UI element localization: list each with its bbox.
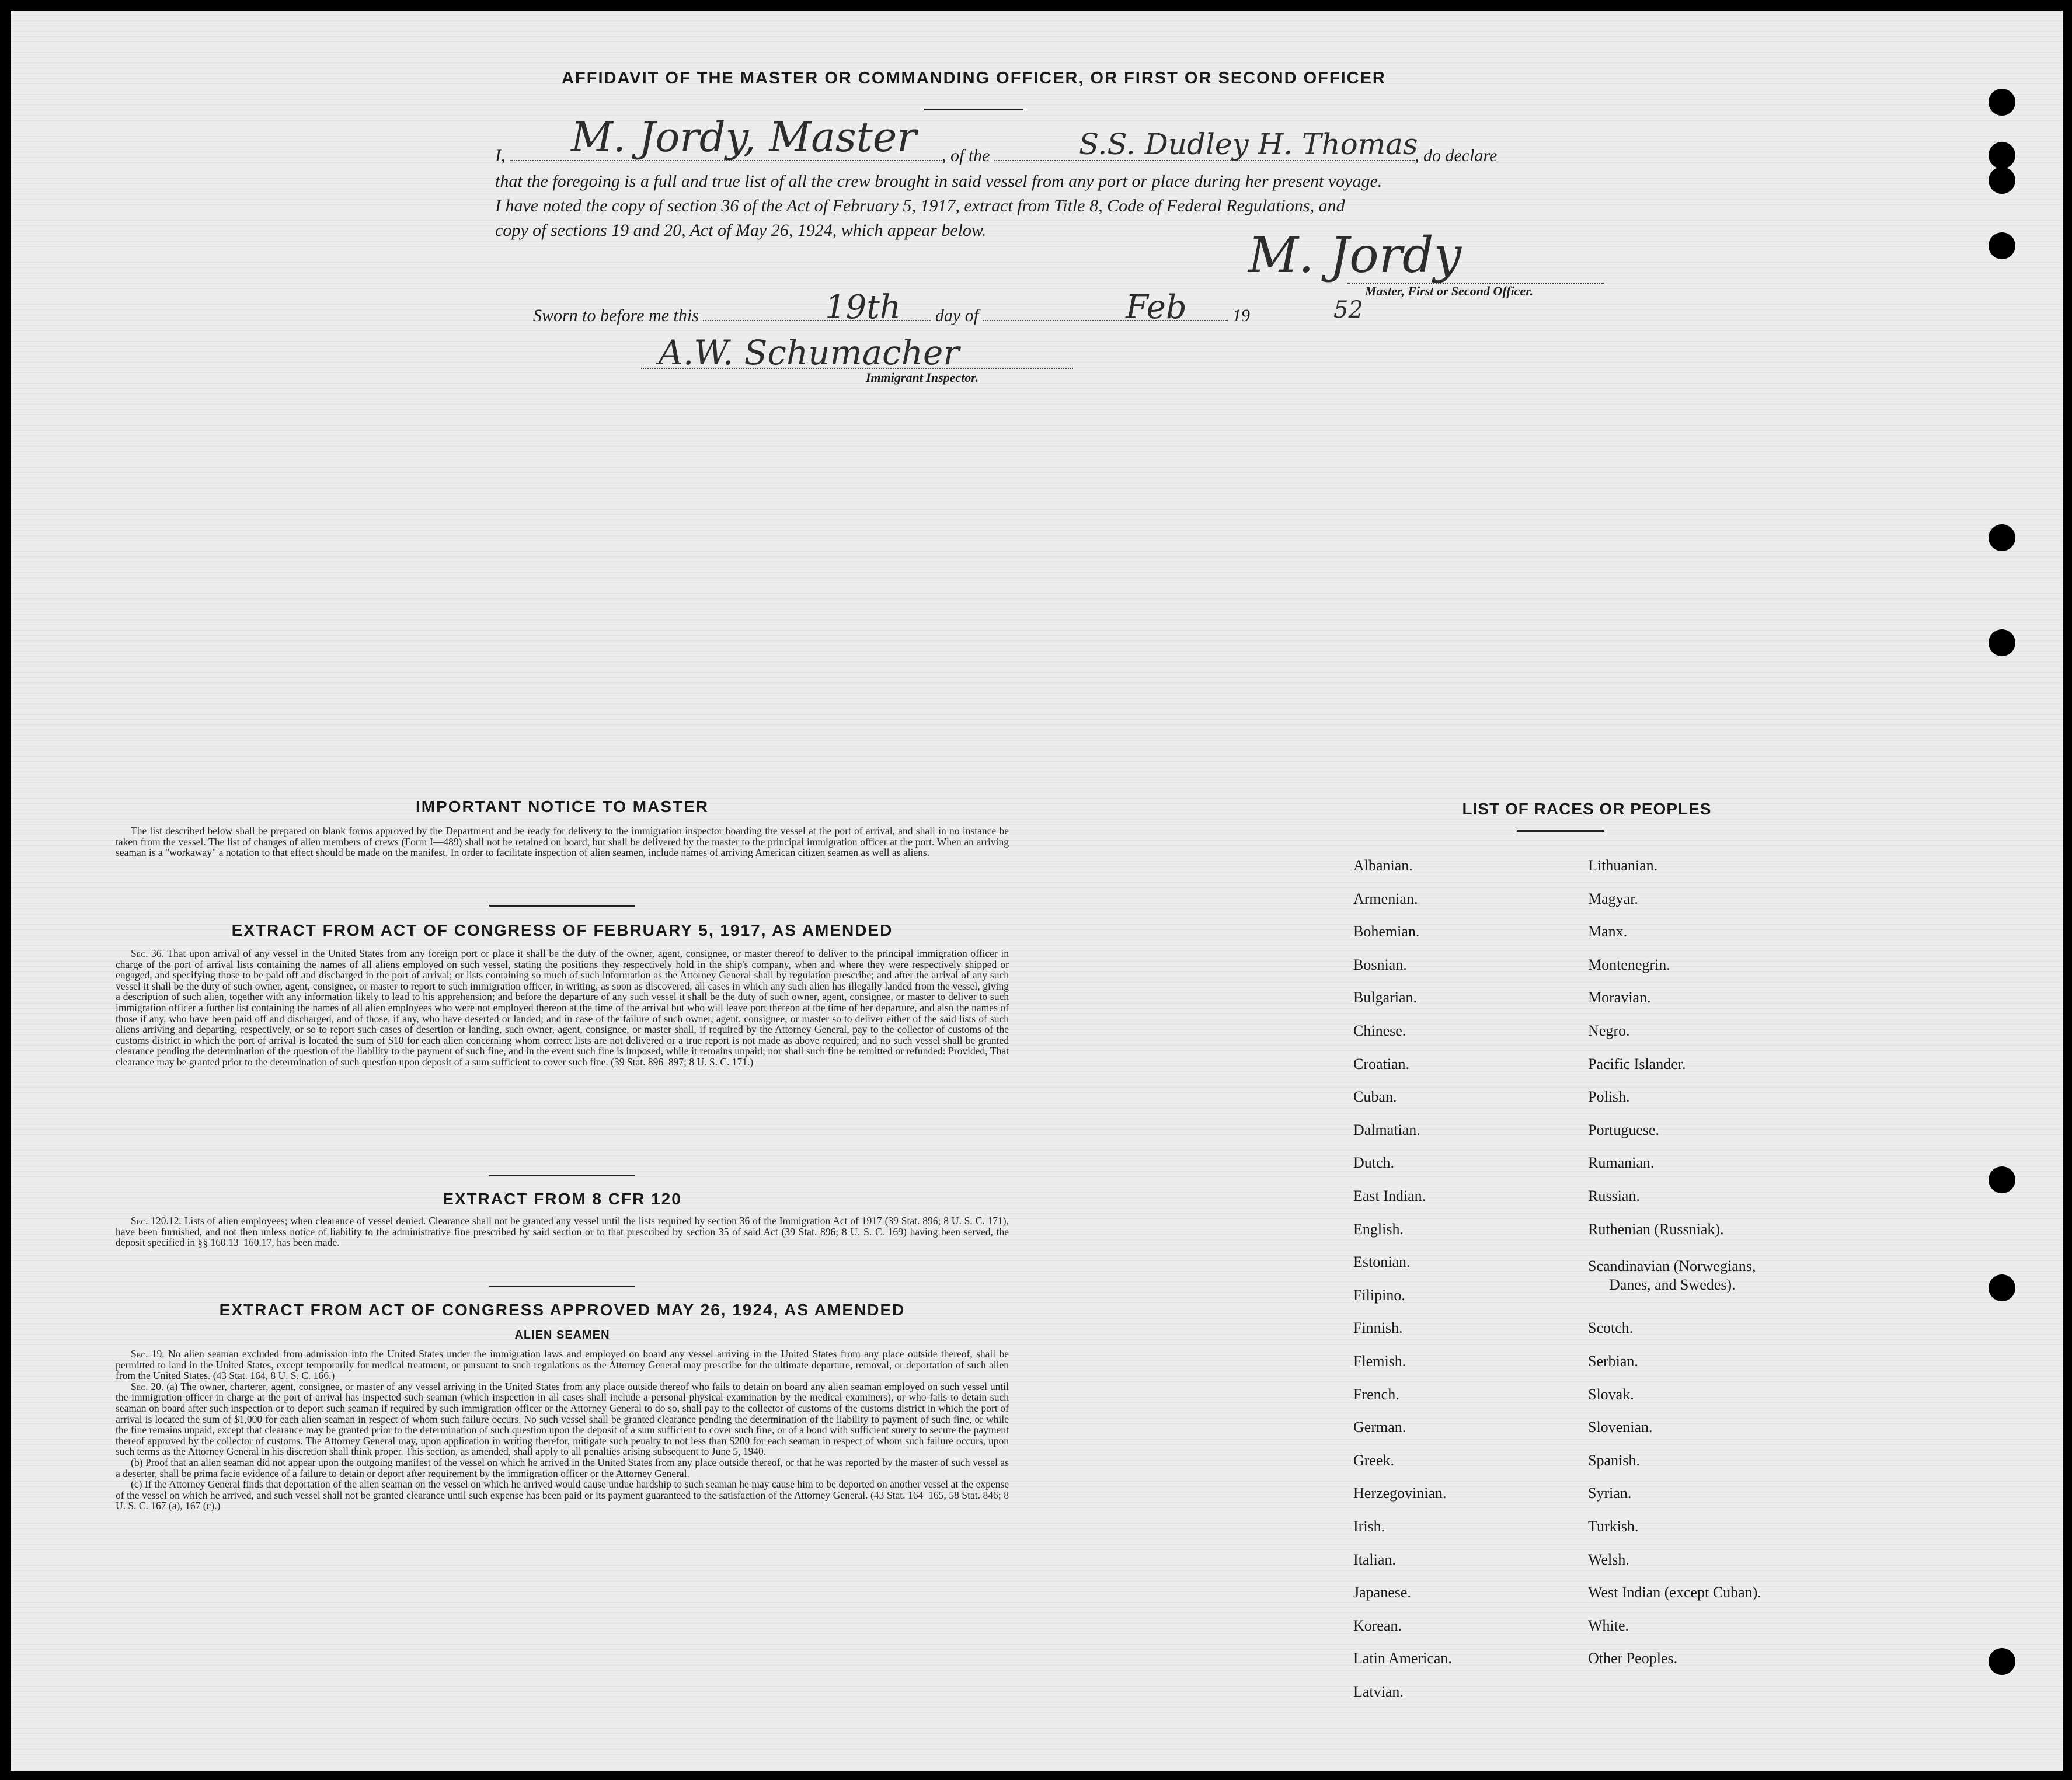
race-item: Latin American. <box>1353 1650 1452 1667</box>
sworn-month-handwritten: Feb <box>1126 288 1187 326</box>
affidavit-line-2: that the foregoing is a full and true list of all the crew brought in said vessel from any port or place during her present voyage. <box>495 172 1383 191</box>
sec-120-12-text: Lists of alien employees; when clearance of vessel denied. Clearance shall not be granted any vessel until the lists required by section 36 of the Immigration Act of 1917 (39 Stat. 896; 8 U. S. C. 171), have been furnished, and not then unless notice of liability to the administrative fine prescribed by said section or to that prescribed by section 35 of said Act (39 Stat. 896; 8 U. S. C. 169) having been served, the deposit specified in §§ 160.13–160.17, has been made. <box>116 1215 1009 1249</box>
race-item: Irish. <box>1353 1518 1385 1535</box>
divider <box>489 1286 635 1287</box>
punch-hole <box>1989 89 2015 116</box>
race-item: Filipino. <box>1353 1287 1405 1304</box>
race-item: Bulgarian. <box>1353 989 1418 1006</box>
alien-seamen-subtitle: ALIEN SEAMEN <box>514 1329 610 1342</box>
sec-20c-text: (c) If the Attorney General finds that deportation of the alien seaman on the vessel on which he arrived would cause undue hardship to such seaman he may cause him to be deported on another vessel at the expense of the vessel on which he arrived, and such vessel shall not be granted clearance until such expense has been paid or its payment guaranteed to the satisfaction of the Attorney General. (43 Stat. 164–165, 58 Stat. 846; 8 U. S. C. 167 (a), 167 (c).) <box>116 1478 1009 1512</box>
signature-label: Master, First or Second Officer. <box>1365 284 1534 298</box>
inspector-signature: A.W. Schumacher <box>659 333 960 372</box>
race-item: Serbian. <box>1588 1353 1638 1370</box>
race-item: Finnish. <box>1353 1319 1403 1336</box>
divider <box>924 109 1023 110</box>
race-item: Manx. <box>1588 923 1628 940</box>
race-item: Magyar. <box>1588 890 1638 907</box>
race-item: Negro. <box>1588 1022 1630 1039</box>
race-item: Bosnian. <box>1353 956 1407 973</box>
race-item: Turkish. <box>1588 1518 1639 1535</box>
affidavit-declare: , do declare <box>1415 146 1498 165</box>
divider <box>1517 830 1604 832</box>
race-item: Portuguese. <box>1588 1121 1660 1138</box>
punch-hole <box>1989 1648 2015 1675</box>
race-item: Spanish. <box>1588 1452 1640 1469</box>
race-item: Polish. <box>1588 1088 1630 1105</box>
divider <box>489 1175 635 1176</box>
punch-hole <box>1989 1166 2015 1193</box>
extract-1924-title: EXTRACT FROM ACT OF CONGRESS APPROVED MAY 26, 1924, AS AMENDED <box>219 1301 906 1319</box>
race-item: Slovak. <box>1588 1386 1634 1403</box>
race-item: Scotch. <box>1588 1319 1634 1336</box>
sec-20b-text: (b) Proof that an alien seaman did not appear upon the outgoing manifest of the vessel on which he arrived in the United States from any place outside thereof, or that he was reported by the master of such vessel as a deserter, shall be prima facie evidence of a failure to detain or deport after requirement by the immigration officer or the Attorney General. <box>116 1456 1009 1479</box>
sworn-day-handwritten: 19th <box>825 288 901 326</box>
sworn-year-handwritten: 52 <box>1333 297 1363 323</box>
punch-hole <box>1989 629 2015 656</box>
race-item: Dutch. <box>1353 1154 1395 1171</box>
sec-36-text: That upon arrival of any vessel in the United States from any foreign port or place it shall be the duty of the owner, agent, consignee, or master thereof to deliver to the principal immigration officer in charge of the port of arrival lists containing the names of all aliens employed on such vessel, stating the positions they respectively hold in the ship's company, when and where they were respectively shipped or engaged, and specifying those to be paid off and discharged in the port of arrival; or lists containing so much of such information as the Attorney General shall by regulation prescribe; and after the arrival of any such vessel it shall be the duty of such owner, agent, consignee, or master to report to such immigration officer, in writing, as soon as discovered, all cases in which any such alien has illegally landed from the vessel, giving a description of such alien, together with any information likely to lead to his apprehension; and before the departure of any such vessel it shall be the duty of such owner, agent, consignee, or master to deliver to such immigration officer a further list containing the names of all alien employees who were not employed thereon at the time of the arrival but who will leave port thereon at the time of her departure, and also the names of those if any, who have been paid off and discharged, and of those, if any, who have deserted or landed; and in case of the failure of such owner, agent, consignee, or master so to deliver either of the said lists of such aliens arriving and departing, respectively, or so to report such cases of desertion or landing, such owner, agent, consignee, or master shall, if required by the Attorney General, pay to the collector of customs of the customs district in which the port of arrival is located the sum of $10 for each alien concerning whom correct lists are not delivered or a true report is not made as above required; and no such vessel shall be granted clearance pending the determination of the question of the liability to the payment of such fine, and in the event such fine is imposed, while it remains unpaid; nor shall such fine be remitted or refunded: Provided, That clearance may be granted prior to the determination of such question upon deposit of a sum sufficient to cover such fine. (39 Stat. 896–897; 8 U. S. C. 171.) <box>116 948 1009 1068</box>
race-item: English. <box>1353 1221 1404 1238</box>
sec-36-label: Sec. 36. <box>131 948 164 959</box>
extract-1924-text <box>116 1349 1009 1511</box>
race-item: Albanian. <box>1353 857 1413 874</box>
race-item: French. <box>1353 1386 1399 1403</box>
race-item: Armenian. <box>1353 890 1418 907</box>
extract-1917-text <box>116 948 1009 1068</box>
sec-20a-text: (a) The owner, charterer, agent, consignee, or master of any vessel arriving in the United States from any place outside thereof who fails to detain on board any alien seaman employed on such vessel until the immigration officer in charge at the port of arrival has inspected such seaman (which inspection in all cases shall include a personal physical examination by the medical examiners), or who fails to detain such seaman on board after such inspection or to deport such seaman if required by such immigration officer or the Attorney General to do so, shall pay to the collector of customs of the customs district in which the port of arrival is located the sum of $1,000 for each alien seaman in respect of whom such failure occurs. No such vessel shall be granted clearance pending the determination of the liability to payment of such fine, or while the fine remains unpaid, except that clearance may be granted prior to the determination of such question upon the deposit of a sum sufficient to cover such fine, or of a bond with sufficient surety to secure the payment thereof approved by the collector of customs. The Attorney General may, upon application in writing therefor, mitigate such penalty to not less than $200 for each seaman in respect of whom such failure occurs, upon such terms as the Attorney General in his discretion shall think proper. This section, as amended, shall apply to all penalties arising subsequent to June 5, 1940. <box>116 1380 1009 1458</box>
sworn-month-field <box>983 320 1228 321</box>
notice-paragraph: The list described below shall be prepared on blank forms approved by the Department and be ready for delivery to the immigration inspector boarding the vessel at the port of arrival, and shall in no instance be taken from the vessel. The list of changes of alien members of crews (Form I—489) shall not be retained on board, but shall be delivered by the master to the principal immigration officer at the port. When an arriving seaman is a "workaway" a notation to that effect should be made on the manifest. In order to facilitate inspection of alien seamen, include names of arriving American citizen seamen as well as aliens. <box>116 825 1009 859</box>
race-item: Lithuanian. <box>1588 857 1658 874</box>
sec-20-label: Sec. 20. <box>131 1380 164 1392</box>
sworn-year: 19 <box>1232 306 1251 325</box>
document-page <box>11 11 2063 1771</box>
race-item: Korean. <box>1353 1617 1402 1634</box>
race-item: White. <box>1588 1617 1629 1634</box>
inspector-line <box>641 368 1073 369</box>
notice-title: IMPORTANT NOTICE TO MASTER <box>415 797 709 816</box>
race-item: Slovenian. <box>1588 1419 1653 1436</box>
race-item: Syrian. <box>1588 1485 1632 1502</box>
race-item: Estonian. <box>1353 1253 1411 1270</box>
punch-hole <box>1989 524 2015 551</box>
master-signature: M. Jordy <box>1248 227 1462 284</box>
affidavit-i: I, <box>495 146 506 165</box>
race-item: Other Peoples. <box>1588 1650 1678 1667</box>
affidavit-title: AFFIDAVIT OF THE MASTER OR COMMANDING OFFICER, OR FIRST OR SECOND OFFICER <box>562 69 1386 88</box>
race-item: Scandinavian (Norwegians, <box>1588 1258 1756 1274</box>
master-name-signature: M. Jordy, Master <box>571 113 917 161</box>
sworn-day-of: day of <box>935 306 979 325</box>
race-item: Ruthenian (Russniak). <box>1588 1221 1724 1238</box>
punch-hole <box>1989 1274 2015 1301</box>
race-item: German. <box>1353 1419 1406 1436</box>
race-item: Latvian. <box>1353 1683 1404 1700</box>
punch-hole <box>1989 167 2015 194</box>
race-item: Japanese. <box>1353 1584 1411 1601</box>
affidavit-line-3: I have noted the copy of section 36 of the Act of February 5, 1917, extract from Title 8, Code of Federal Regulations, and <box>495 196 1345 215</box>
race-item: Rumanian. <box>1588 1154 1655 1171</box>
sec-19-label: Sec. 19. <box>131 1348 165 1360</box>
race-item: Greek. <box>1353 1452 1395 1469</box>
affidavit-line-4: copy of sections 19 and 20, Act of May 26, 1924, which appear below. <box>495 221 987 240</box>
affidavit-of-the: , of the <box>942 146 990 165</box>
races-title: LIST OF RACES OR PEOPLES <box>1462 800 1712 818</box>
inspector-label: Immigrant Inspector. <box>866 370 979 385</box>
race-item: Pacific Islander. <box>1588 1056 1686 1072</box>
divider <box>489 905 635 907</box>
punch-hole <box>1989 232 2015 259</box>
punch-hole <box>1989 142 2015 169</box>
race-item: Welsh. <box>1588 1551 1629 1568</box>
race-item: Russian. <box>1588 1187 1640 1204</box>
sworn-prefix: Sworn to before me this <box>533 306 699 325</box>
vessel-name-signature: S.S. Dudley H. Thomas <box>1079 127 1418 161</box>
race-item: Italian. <box>1353 1551 1396 1568</box>
race-item: Dalmatian. <box>1353 1121 1420 1138</box>
race-item: Chinese. <box>1353 1022 1406 1039</box>
race-item: Montenegrin. <box>1588 956 1670 973</box>
extract-cfr-text <box>116 1215 1009 1248</box>
notice-text <box>116 825 1009 858</box>
extract-cfr-title: EXTRACT FROM 8 CFR 120 <box>443 1190 682 1208</box>
race-item: Croatian. <box>1353 1056 1410 1072</box>
race-item: Flemish. <box>1353 1353 1406 1370</box>
race-item: Cuban. <box>1353 1088 1397 1105</box>
extract-1917-title: EXTRACT FROM ACT OF CONGRESS OF FEBRUARY 5, 1917, AS AMENDED <box>231 921 893 939</box>
race-item: West Indian (except Cuban). <box>1588 1584 1761 1601</box>
race-item: Bohemian. <box>1353 923 1420 940</box>
race-item: Moravian. <box>1588 989 1651 1006</box>
race-item: East Indian. <box>1353 1187 1426 1204</box>
race-item: Herzegovinian. <box>1353 1485 1447 1502</box>
race-item: Danes, and Swedes). <box>1609 1276 1736 1293</box>
sec-19-text: No alien seaman excluded from admission into the United States under the immigration laws and employed on board any vessel arriving in the United States from any place outside thereof, shall be permitted to land in the United States, except temporarily for medical treatment, or pursuant to such regulations as the Attorney General may prescribe for the ultimate departure, removal, or deportation of such alien from the United States. (43 Stat. 164, 8 U. S. C. 166.) <box>116 1348 1009 1382</box>
sec-120-12-label: Sec. 120.12. <box>131 1215 182 1227</box>
